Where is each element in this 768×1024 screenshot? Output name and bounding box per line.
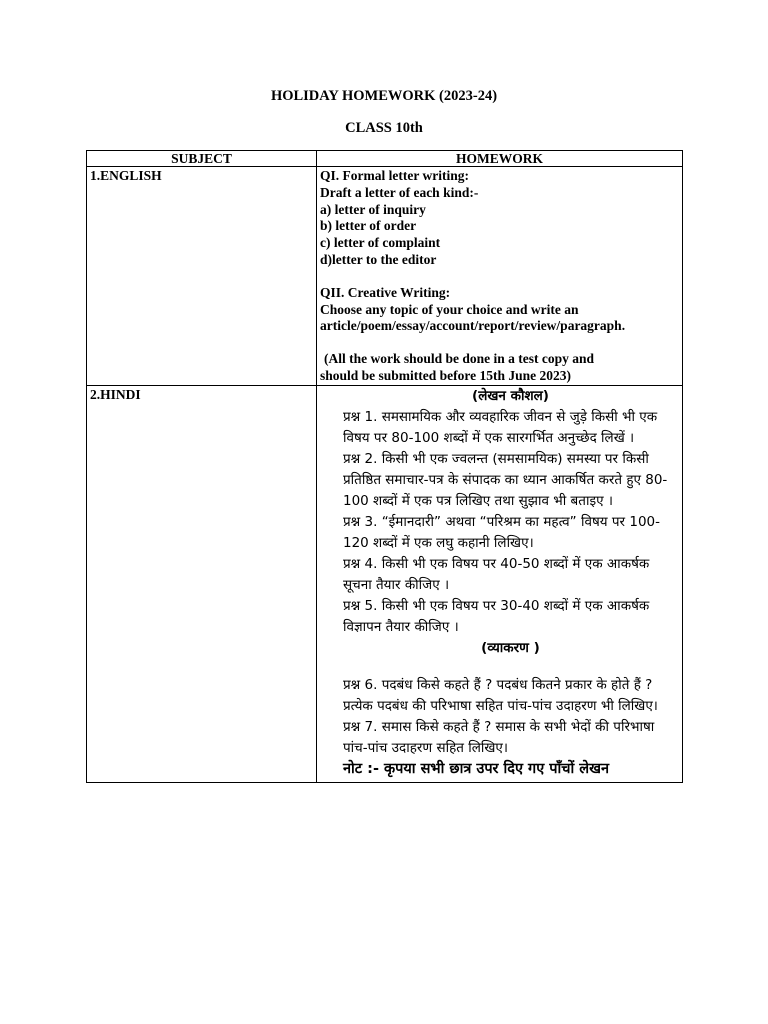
english-note-line: (All the work should be done in a test copy and [324, 351, 595, 367]
english-line: a) letter of inquiry [320, 201, 426, 217]
english-line: QI. Formal letter writing: [320, 168, 469, 183]
hindi-question: प्रश्न 6. पदबंध किसे कहते हैं ? पदबंध कितने प्रकार के होते हैं ? प्रत्येक पदबंध की परिभाषा सहित पांच-पांच उदाहरण भी लिखिए। [343, 676, 658, 714]
column-header-subject: SUBJECT [87, 151, 317, 167]
document-title: HOLIDAY HOMEWORK (2023-24) [270, 88, 498, 104]
homework-english [317, 167, 683, 386]
english-line: d)letter to the editor [320, 251, 437, 267]
table-row-hindi [87, 385, 683, 782]
hindi-question: प्रश्न 7. समास किसे कहते हैं ? समास के सभी भेदों की परिभाषा पांच-पांच उदाहरण सहित लिखिए। [343, 718, 655, 756]
subject-hindi: 2.HINDI [87, 385, 317, 782]
english-line: QII. Creative Writing: [320, 284, 451, 300]
section-heading-grammar: (व्याकरण ) [481, 639, 540, 656]
hindi-question: प्रश्न 3. “ईमानदारी” अथवा “परिश्रम का महत्व” विषय पर 100-120 शब्दों में एक लघु कहानी लिखिए। [343, 513, 660, 551]
subject-english: 1.ENGLISH [87, 167, 317, 386]
english-line: Draft a letter of each kind:- [320, 184, 479, 200]
english-note-line: should be submitted before 15th June 2023) [320, 367, 572, 383]
english-line: c) letter of complaint [320, 235, 441, 251]
homework-hindi [317, 385, 683, 782]
table-header-row [87, 151, 683, 167]
class-label: CLASS 10th [345, 120, 423, 136]
english-line: Choose any topic of your choice and write an [320, 301, 579, 317]
english-line: b) letter of order [320, 218, 417, 234]
english-line: article/poem/essay/account/report/review/paragraph. [320, 318, 626, 334]
table-row-english [87, 167, 683, 386]
hindi-note: नोट :- कृपया सभी छात्र उपर दिए गए पाँचों लेखन [343, 760, 610, 777]
hindi-question: प्रश्न 4. किसी भी एक विषय पर 40-50 शब्दों में एक आकर्षक सूचना तैयार कीजिए । [343, 555, 650, 593]
homework-table [86, 150, 683, 783]
hindi-question: प्रश्न 2. किसी भी एक ज्वलन्त (समसामयिक) समस्या पर किसी प्रतिष्ठित समाचार-पत्र के संपादक का ध्यान आकर्षित करते हुए 80-100 शब्दों में एक पत्र लिखिए तथा सुझाव भी बताइए । [343, 450, 668, 509]
column-header-homework: HOMEWORK [317, 151, 683, 167]
hindi-question: प्रश्न 5. किसी भी एक विषय पर 30-40 शब्दों में एक आकर्षक विज्ञापन तैयार कीजिए । [343, 597, 650, 635]
hindi-question: प्रश्न 1. समसामयिक और व्यवहारिक जीवन से जुड़े किसी भी एक विषय पर 80-100 शब्दों में एक सारगर्भित अनुच्छेद लिखें । [343, 408, 658, 446]
section-heading-writing: (लेखन कौशल) [472, 387, 549, 404]
